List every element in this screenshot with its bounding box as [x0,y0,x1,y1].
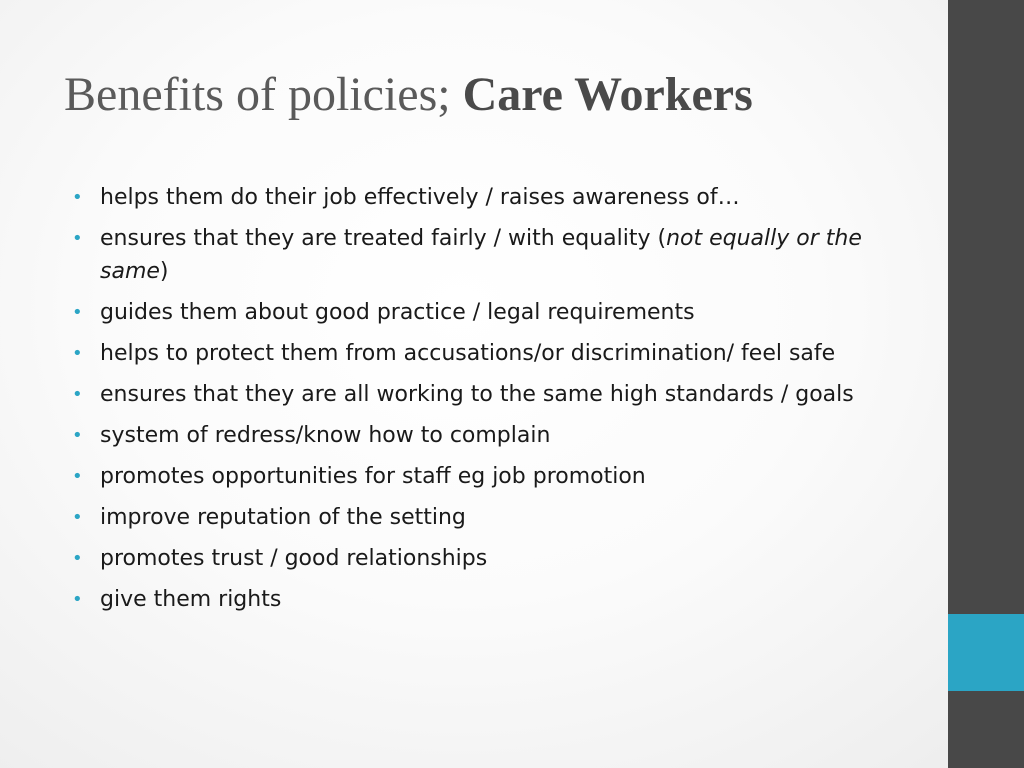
slide-title [64,66,753,124]
bullet-dot-icon: • [72,507,83,528]
bullet-text: improve reputation of the setting [100,505,466,530]
bullet-item [72,501,912,534]
bullet-item [72,222,912,288]
bullet-text: ensures that they are all working to the same high standards / goals [100,382,854,407]
bullet-dot-icon: • [72,425,83,446]
bullet-dot-icon: • [72,548,83,569]
bullet-dot-icon: • [72,466,83,487]
bullet-item [72,583,912,616]
bullet-text: ensures that they are treated fairly / with equality ( [100,226,667,251]
bullet-dot-icon: • [72,343,83,364]
side-accent-block [948,614,1024,691]
bullet-item [72,542,912,575]
bullet-item [72,296,912,329]
bullet-dot-icon: • [72,589,83,610]
bullet-italic-text: not equally or the same [100,226,862,284]
bullet-text: system of redress/know how to complain [100,423,551,448]
bullet-text: give them rights [100,587,282,612]
bullet-list [72,181,912,624]
bullet-dot-icon: • [72,384,83,405]
bullet-dot-icon: • [72,228,83,249]
bullet-item [72,337,912,370]
bullet-item [72,460,912,493]
bullet-text: promotes trust / good relationships [100,546,488,571]
bullet-text-after: ) [159,259,169,284]
bullet-text: promotes opportunities for staff eg job promotion [100,464,646,489]
bullet-text: helps them do their job effectively / raises awareness of… [100,185,740,210]
title-regular-text: Benefits of policies; [64,68,463,121]
bullet-text: guides them about good practice / legal requirements [100,300,695,325]
bullet-dot-icon: • [72,302,83,323]
title-bold-text: Care Workers [462,68,753,121]
bullet-text: helps to protect them from accusations/or discrimination/ feel safe [100,341,836,366]
bullet-item [72,419,912,452]
bullet-item [72,181,912,214]
bullet-item [72,378,912,411]
bullet-dot-icon: • [72,187,83,208]
